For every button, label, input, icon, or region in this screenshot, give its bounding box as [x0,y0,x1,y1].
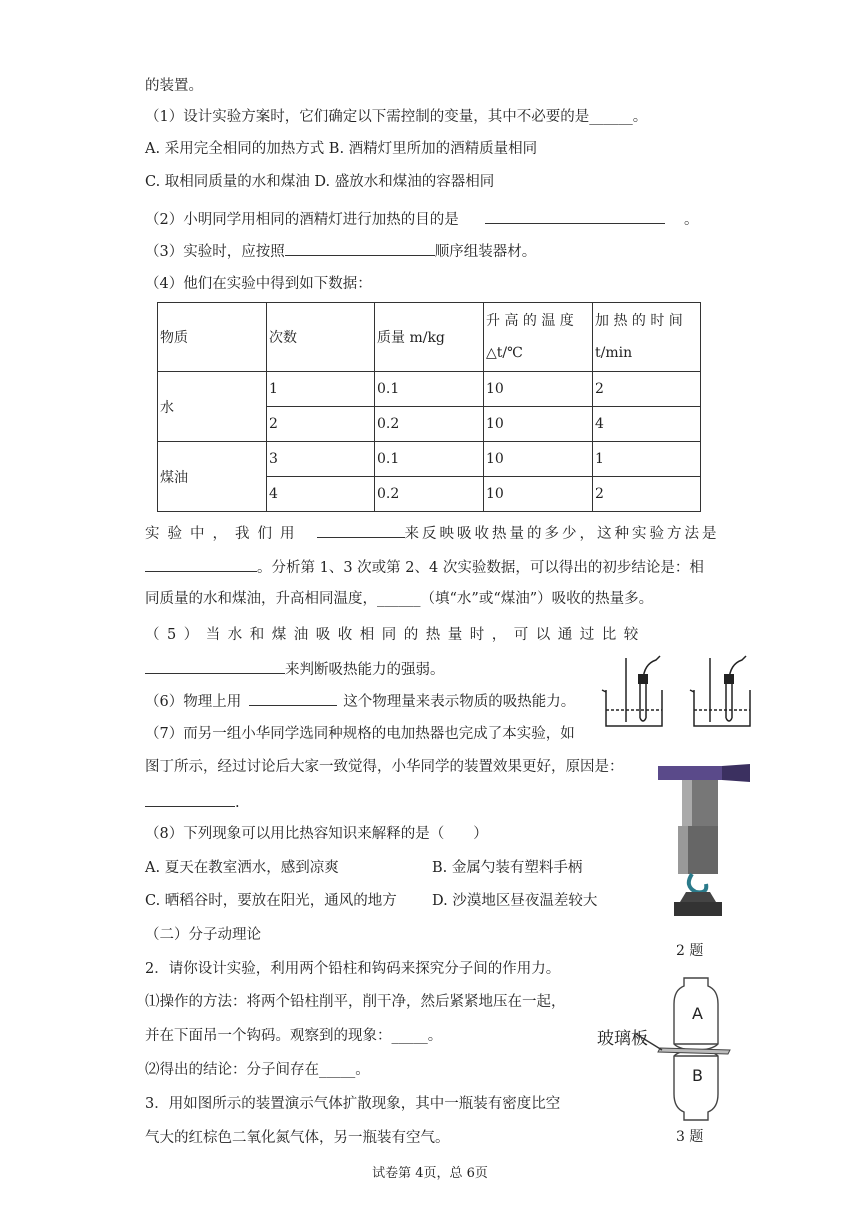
question-4: （4）他们在实验中得到如下数据： [145,276,372,292]
question-2-stem: 2．请你设计实验，利用两个铅柱和钩码来探究分子间的作用力。 [145,961,561,977]
question-7: （7）而另一组小华同学选同种规格的电加热器也完成了本实验，如 [145,726,575,742]
question-5: （5）当水和煤油吸收相同的热量时，可以通过比较 [145,627,646,643]
table-cell: 3 [267,442,375,477]
question-5-end: 来判断吸热能力的强弱。 [285,662,445,678]
table-cell: 1 [593,442,701,477]
material-cell: 水 [158,372,267,442]
table-header: 次数 [267,303,375,372]
paragraph-text: 来反映吸收热量的多少，这种实验方法是 [404,526,720,542]
table-cell: 2 [267,407,375,442]
table-header [593,303,701,372]
question-3-stem: 3．用如图所示的装置演示气体扩散现象，其中一瓶装有密度比空 [145,1096,561,1112]
answer-blank[interactable] [485,208,665,224]
lead-cylinder-figure [656,762,756,922]
beaker-heater-figure [600,650,758,730]
question-2-step: 并在下面吊一个钩码。观察到的现象：_____。 [145,1028,443,1044]
material-cell: 煤油 [158,442,267,512]
table-cell: 10 [484,477,593,512]
figure-caption: 3 题 [676,1129,704,1145]
figure-caption: 2 题 [676,943,704,959]
table-cell: 10 [484,407,593,442]
option-c-d: C. 取相同质量的水和煤油 D. 盛放水和煤油的容器相同 [145,174,495,190]
question-8-option-a: A. 夏天在教室洒水，感到凉爽 [145,860,339,876]
question-3-text: （3）实验时，应按照 [145,244,285,260]
answer-blank[interactable] [317,522,405,538]
table-cell: 0.1 [375,372,484,407]
question-5-cont [145,658,445,680]
question-2-end: 。 [683,212,699,228]
table-cell: 0.2 [375,407,484,442]
header-line: 加 热 的 时 间 [595,313,683,329]
question-7-end: . [235,795,240,811]
question-6-text: （6）物理上用 [145,694,242,710]
question-6 [145,690,575,712]
table-cell: 10 [484,442,593,477]
question-8-option-d: D. 沙漠地区昼夜温差较大 [432,893,598,909]
question-8-option-c: C. 晒稻谷时，要放在阳光，通风的地方 [145,893,397,909]
table-header: 质量 m/kg [375,303,484,372]
table-cell: 2 [593,477,701,512]
option-a-b: A. 采用完全相同的加热方式 B. 酒精灯里所加的酒精质量相同 [145,141,538,157]
table-cell: 0.1 [375,442,484,477]
table-header [484,303,593,372]
table-cell: 1 [267,372,375,407]
table-cell: 0.2 [375,477,484,512]
header-line: 升 高 的 温 度 [486,313,574,329]
gas-bottle-figure [592,974,732,1124]
paragraph-line: 同质量的水和煤油，升高相同温度，______（填“水”或“煤油”）吸收的热量多。 [145,591,654,607]
table-header: 物质 [158,303,267,372]
bottle-b-label: B [692,1066,703,1085]
question-3-end: 顺序组装器材。 [434,244,537,260]
data-table [157,302,701,512]
answer-blank[interactable] [145,658,285,674]
header-line: t/min [595,345,633,361]
table-cell: 4 [593,407,701,442]
paragraph-line [145,556,704,578]
question-7-answer [145,791,240,813]
question-2-conclusion: ⑵得出的结论：分子间存在_____。 [145,1062,370,1078]
answer-blank[interactable] [145,791,235,807]
question-6-end: 这个物理量来表示物质的吸热能力。 [343,694,576,710]
question-2 [145,208,698,230]
paragraph-text: 。分析第 1、3 次或第 2、4 次实验数据，可以得出的初步结论是：相 [257,560,704,576]
question-8-option-b: B. 金属勺装有塑料手柄 [432,860,583,876]
question-8: （8）下列现象可以用比热容知识来解释的是（ ） [145,826,488,842]
table-cell: 10 [484,372,593,407]
answer-blank[interactable] [285,240,435,256]
section-heading: （二）分子动理论 [145,927,261,943]
question-3 [145,240,536,262]
question-7-cont: 图丁所示，经过讨论后大家一致觉得，小华同学的装置效果更好，原因是： [145,759,624,775]
text-line: 的装置。 [145,78,203,94]
answer-blank[interactable] [249,690,337,706]
bottle-a-label: A [692,1004,703,1023]
question-3-stem-cont: 气大的红棕色二氧化氮气体，另一瓶装有空气。 [145,1130,450,1146]
page-footer: 试卷第 4页，总 6页 [372,1166,488,1181]
question-2-step: ⑴操作的方法：将两个铅柱削平，削干净，然后紧紧地压在一起， [145,994,566,1010]
paragraph-line [145,522,720,544]
table-cell: 4 [267,477,375,512]
question-2-text: （2）小明同学用相同的酒精灯进行加热的目的是 [145,212,459,228]
glass-plate-label: 玻璃板 [597,1029,648,1049]
paragraph-text: 实验中，我们用 [145,526,303,542]
question-1: （1）设计实验方案时，它们确定以下需控制的变量，其中不必要的是______。 [145,109,648,125]
table-cell: 2 [593,372,701,407]
answer-blank[interactable] [145,556,257,572]
header-line: △t/℃ [486,345,523,361]
